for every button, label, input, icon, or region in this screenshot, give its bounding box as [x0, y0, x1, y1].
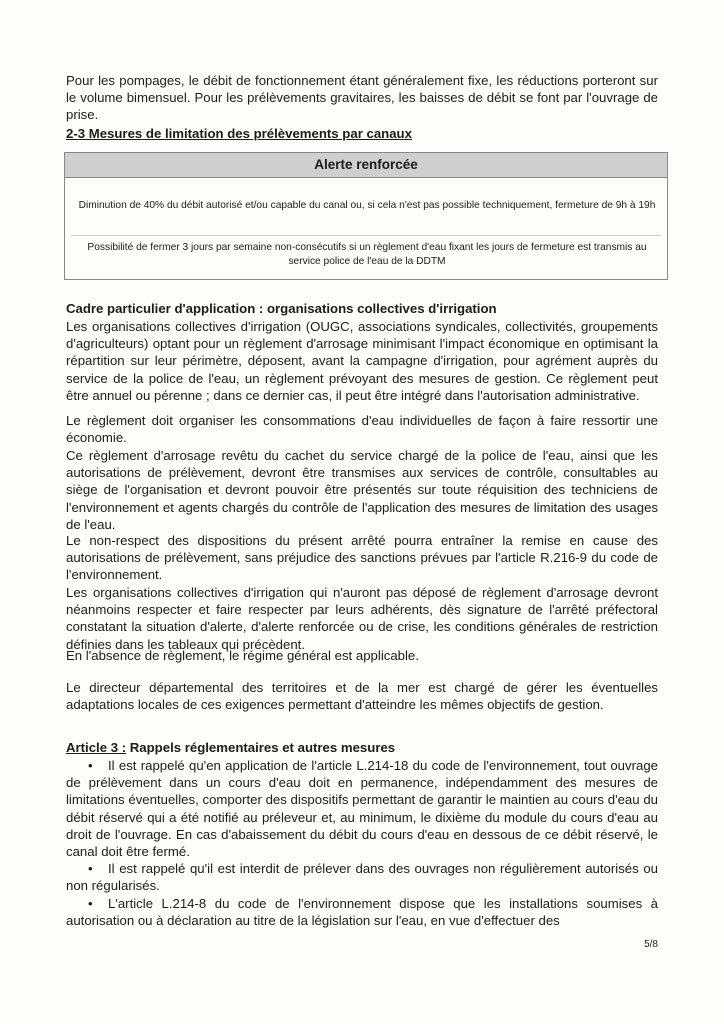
alert-measure-1: Diminution de 40% du débit autorisé et/ou capable du canal ou, si cela n'est pas possible techniquement, fermeture de 9h à 19h	[78, 200, 656, 211]
article-3-title: Rappels réglementaires et autres mesures	[126, 740, 396, 755]
list-item	[66, 860, 658, 894]
article-3-heading	[66, 740, 395, 755]
page-number: 5/8	[644, 939, 658, 950]
cadre-paragraph-5: Les organisations collectives d'irrigation qui n'auront pas déposé de règlement d'arrosage devront néanmoins respecter et faire respecter par leurs adhérents, dès signature de l'arrêté préfectoral constatant la situation d'alerte, d'alerte renforcée ou de crise, les conditions générales de restriction définies dans les tableaux qui précèdent.	[66, 585, 658, 652]
cadre-heading: Cadre particulier d'application : organisations collectives d'irrigation	[66, 301, 497, 316]
cadre-paragraph-2: Le règlement doit organiser les consommations d'eau individuelles de façon à faire ressortir une économie.	[66, 413, 658, 446]
cadre-paragraph-4: Le non-respect des dispositions du présent arrêté pourra entraîner la remise en cause des autorisations de prélèvement, sans préjudice des sanctions prévues par l'article R.216-9 du code de l'environnement.	[66, 533, 658, 583]
intro-paragraph: Pour les pompages, le débit de fonctionnement étant généralement fixe, les réductions porteront sur le volume bimensuel. Pour les prélèvements gravitaires, les baisses de débit se font par l'ouvrage de prise.	[66, 73, 658, 123]
list-item	[66, 757, 658, 860]
bullet-icon: •	[88, 895, 93, 911]
alert-measure-2: Possibilité de fermer 3 jours par semaine non-consécutifs si un règlement d'eau fixant les jours de fermeture est transmis au service police de l'eau de la DDTM	[87, 242, 647, 267]
cadre-paragraph-6: En l'absence de règlement, le régime général est applicable.	[66, 648, 419, 663]
alert-table	[64, 152, 668, 280]
section-2-3-heading: 2-3 Mesures de limitation des prélèvements par canaux	[66, 126, 412, 141]
alert-divider	[71, 235, 661, 236]
directeur-paragraph: Le directeur départemental des territoires et de la mer est chargé de gérer les éventuelles adaptations locales de ces exigences permettant d'atteindre les mêmes objectifs de gestion.	[66, 680, 658, 713]
bullet-text-1: Il est rappelé qu'en application de l'article L.214-18 du code de l'environnement, tout ouvrage de prélèvement dans un cours d'eau doit en permanence, indépendamment des mesures de limitations éventuelles, comporter des dispositifs permettant de garantir le maintien au cours d'eau du débit réservé qui a été notifié au préleveur et, au minimum, le dixième du module du cours d'eau au droit de l'ouvrage. En cas d'abaissement du débit du cours d'eau en dessous de ce débit réservé, le canal doit être fermé.	[66, 758, 658, 860]
article-3-label: Article 3 :	[66, 740, 127, 755]
alert-table-title: Alerte renforcée	[65, 153, 667, 178]
cadre-paragraph-3: Ce règlement d'arrosage revêtu du cachet du service chargé de la police de l'eau, ainsi que les autorisations de prélèvement, devront être transmises aux services de contrôle, consultables au siège de l'organisation et devront pouvoir être présentés sur toute réquisition des techniciens de l'environnement et agents chargés du contrôle de l'application des mesures de limitation des usages de l'eau.	[66, 448, 658, 532]
bullet-icon: •	[88, 758, 93, 773]
list-item	[66, 895, 658, 929]
bullet-text-2: Il est rappelé qu'il est interdit de prélever dans des ouvrages non régulièrement autorisés ou non régularisés.	[66, 861, 658, 894]
bullet-text-3: L'article L.214-8 du code de l'environnement dispose que les installations soumises à autorisation ou à déclaration au titre de la législation sur l'eau, en vue d'effectuer des	[66, 895, 658, 928]
cadre-paragraph-1: Les organisations collectives d'irrigation (OUGC, associations syndicales, collectivités, groupements d'agriculteurs) optant pour un règlement d'arrosage minimisant l'impact économique en optimisant la répartition sur leur périmètre, déposent, avant la campagne d'irrigation, pour agrément auprès du service de la police de l'eau, un règlement prévoyant des mesures de gestion. Ce règlement peut être annuel ou pérenne ; dans ce dernier cas, il peut être intégré dans l'autorisation administrative.	[66, 319, 658, 403]
bullet-icon: •	[88, 861, 93, 877]
article-3-list	[66, 757, 658, 929]
